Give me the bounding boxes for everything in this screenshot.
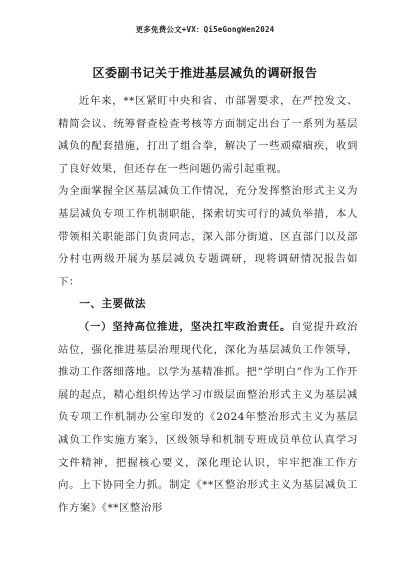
subsection-text: 自觉提升政治站位，强化推进基层治理现代化，深化为基层减负工作领导，推动工作落细落地。以学为基精准抓。把“学明白”作为工作开展的起点，精心组织传达学习市级层面整治形式主义为基层减负专项工作机制办公室印发的《2024年整治形式主义为基层减负工作实施方案》，区级领导和机制专班成员单位认真学习文件精神，把握核心要义，深化理论认识，牢牢把准工作方向。上下协同全力抓。制定《**区整治形式主义为基层减负工作方案》《**区整治形 xyxy=(58,320,358,514)
subsection-paragraph xyxy=(58,316,358,519)
header-promo-note: 更多免费公文+VX：Qi5eGongWen2024 xyxy=(135,25,275,34)
document-title: 区委副书记关于推进基层减负的调研报告 xyxy=(92,66,318,80)
document-body xyxy=(58,90,358,519)
intro-paragraph: 为全面掌握全区基层减负工作情况，充分发挥整治形式主义为基层减负专项工作机制职能，探索切实可行的减负举措，本人带领相关职能部门负责同志，深入部分街道、区直部门以及部分村屯两级开展为基层减负专题调研，现将调研情况报告如下： xyxy=(58,185,358,288)
subsection-lead: （一）坚持高位推进，坚决扛牢政治责任。 xyxy=(78,320,292,333)
intro-paragraph: 近年来，**区紧盯中央和省、市部署要求，在严控发文、精简会议、统筹督查检查考核等方面制定出台了一系列为基层减负的配套措施，打出了组合拳，解决了一些顽瘴痼疾，收到了良好效果，但还存在一些问题仍需引起重视。 xyxy=(58,95,358,175)
section-heading: 一、主要做法 xyxy=(79,298,147,311)
